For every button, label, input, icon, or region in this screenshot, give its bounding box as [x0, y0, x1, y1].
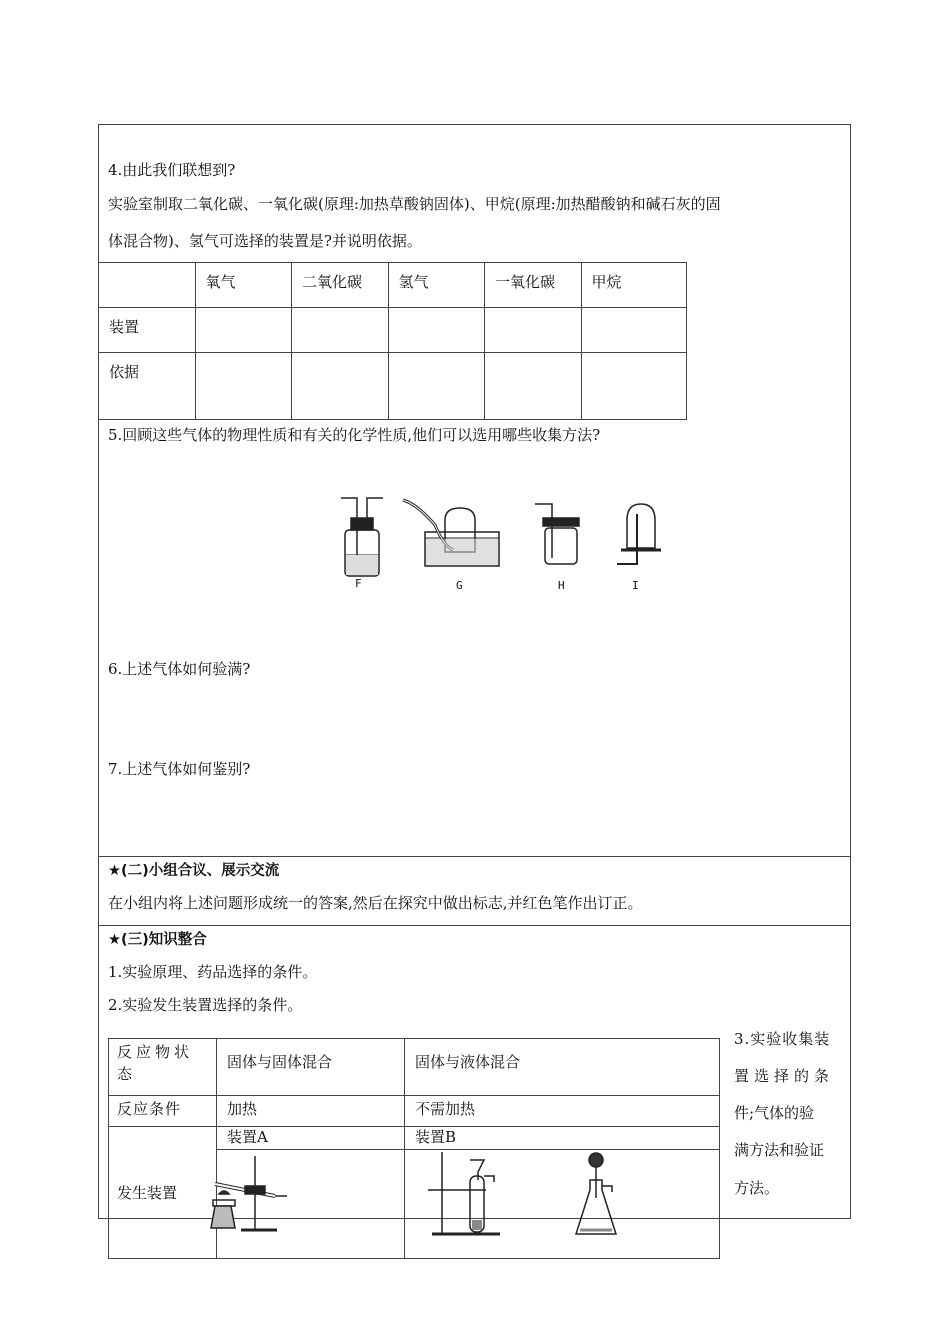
q7-title: 7.上述气体如何鉴别?	[108, 760, 251, 778]
label-h: H	[558, 579, 565, 592]
cell-no-heat: 不需加热	[405, 1096, 720, 1127]
header-hydrogen: 氢气	[388, 263, 485, 308]
header-co2: 二氧化碳	[292, 263, 389, 308]
section3-item2: 2.实验发生装置选择的条件。	[108, 996, 303, 1014]
section3-heading: ★(三)知识整合	[108, 932, 207, 948]
table-row	[99, 263, 687, 308]
q4-line2: 体混合物)、氢气可选择的装置是?并说明依据。	[108, 232, 422, 250]
label-g: G	[456, 579, 463, 592]
divider	[98, 925, 851, 926]
header-oxygen: 氧气	[195, 263, 292, 308]
section3-item1: 1.实验原理、药品选择的条件。	[108, 963, 318, 981]
cell-heat: 加热	[217, 1096, 405, 1127]
cell-generator: 发生装置	[109, 1127, 217, 1259]
bottle-i-icon	[617, 504, 661, 564]
q6-title: 6.上述气体如何验满?	[108, 660, 251, 678]
gas-apparatus-table	[98, 262, 687, 420]
q4-line1: 实验室制取二氧化碳、一氧化碳(原理:加热草酸钠固体)、甲烷(原理:加热醋酸钠和碱石灰的固	[108, 195, 721, 213]
bottle-f-icon	[341, 498, 383, 576]
divider	[98, 856, 851, 857]
cell-apparatus-a: 装置A	[217, 1127, 405, 1150]
section2-body: 在小组内将上述问题形成统一的答案,然后在探究中做出标志,并红色笔作出订正。	[108, 894, 643, 912]
conical-flask-icon	[576, 1153, 616, 1234]
q4-title: 4.由此我们联想到?	[108, 161, 236, 179]
side-line-4: 满方法和验证	[734, 1141, 825, 1159]
collection-apparatus-figure	[325, 490, 675, 600]
cell-apparatus-b: 装置B	[405, 1127, 720, 1150]
header-co: 一氧化碳	[485, 263, 582, 308]
trough-g-icon	[403, 500, 499, 566]
apparatus-b-figure	[420, 1150, 640, 1242]
table-row	[109, 1039, 720, 1096]
table-row	[99, 308, 687, 353]
section2-heading: ★(二)小组合议、展示交流	[108, 863, 280, 879]
q5-title: 5.回顾这些气体的物理性质和有关的化学性质,他们可以选用哪些收集方法?	[108, 426, 601, 444]
side-line-1: 3.实验收集装	[734, 1030, 831, 1048]
test-tube-stand-icon	[428, 1152, 500, 1234]
side-line-2: 置选择的条	[734, 1067, 835, 1085]
cell-reactant-state: 反应物状态	[109, 1039, 217, 1096]
header-methane: 甲烷	[581, 263, 687, 308]
side-line-3: 件;气体的验	[734, 1104, 815, 1122]
label-i: I	[632, 579, 639, 592]
label-f: F	[355, 577, 362, 590]
table-row	[109, 1096, 720, 1127]
cell-condition: 反应条件	[109, 1096, 217, 1127]
row-label-basis: 依据	[99, 353, 196, 420]
bottle-h-icon	[535, 504, 579, 564]
cell-solid-solid: 固体与固体混合	[217, 1039, 405, 1096]
table-row	[109, 1127, 720, 1150]
side-line-5: 方法。	[734, 1179, 780, 1197]
table-row	[99, 353, 687, 420]
apparatus-a-figure	[205, 1152, 295, 1238]
row-label-apparatus: 装置	[99, 308, 196, 353]
cell-solid-liquid: 固体与液体混合	[405, 1039, 720, 1096]
